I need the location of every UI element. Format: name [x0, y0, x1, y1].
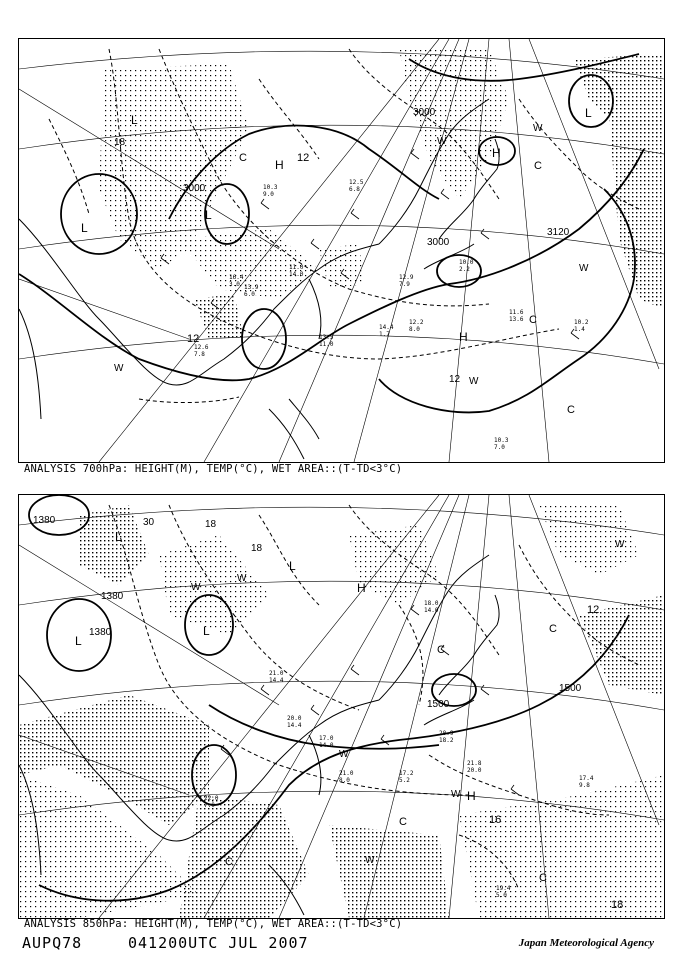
warm-mark: W: [615, 539, 625, 550]
temp-label: 16: [489, 814, 502, 826]
agency-name: Japan Meteorological Agency: [518, 937, 654, 949]
svg-text:7.9: 7.9: [399, 281, 410, 288]
svg-text:11.0: 11.0: [289, 264, 304, 271]
low-center: L: [289, 559, 296, 573]
warm-mark: W: [579, 263, 589, 274]
temp-label: 18: [611, 899, 624, 911]
high-center: H: [357, 581, 366, 595]
height-label: 1500: [427, 699, 450, 710]
svg-text:14.4: 14.4: [287, 722, 302, 729]
svg-text:10.3: 10.3: [263, 184, 278, 191]
cold-mark: C: [399, 816, 407, 828]
high-center: H: [467, 789, 476, 803]
low-center: L: [203, 624, 210, 638]
chart-850hpa: [18, 494, 665, 919]
warm-mark: W: [469, 376, 479, 387]
svg-text:17.4: 17.4: [579, 775, 594, 782]
height-label: 3000: [427, 237, 450, 248]
svg-text:17.0: 17.0: [319, 735, 334, 742]
svg-text:21.0: 21.0: [269, 670, 284, 677]
svg-text:5.0: 5.0: [496, 892, 507, 899]
svg-text:11.0: 11.0: [319, 341, 334, 348]
cold-mark: C: [239, 152, 247, 164]
svg-text:7.0: 7.0: [494, 444, 505, 451]
svg-text:1.4: 1.4: [574, 326, 585, 333]
high-center: H: [275, 158, 284, 172]
temp-label: 18: [251, 543, 263, 554]
chart-700hpa: [18, 38, 665, 463]
high-center: H: [459, 330, 468, 344]
svg-text:10.3: 10.3: [494, 437, 509, 444]
svg-text:7.0: 7.0: [204, 802, 215, 809]
height-label: 3000: [413, 107, 436, 118]
low-center: L: [585, 106, 592, 120]
height-label: 1500: [559, 683, 582, 694]
svg-text:14.0: 14.0: [289, 271, 304, 278]
height-label: 3000: [183, 183, 206, 194]
svg-text:22.0: 22.0: [204, 795, 219, 802]
temp-label: 12: [297, 152, 310, 164]
svg-text:13.5: 13.5: [319, 334, 334, 341]
cold-mark: C: [567, 404, 575, 416]
warm-mark: W: [451, 789, 461, 800]
high-center: H: [492, 146, 501, 160]
cold-mark: C: [549, 623, 557, 635]
svg-text:6.8: 6.8: [349, 186, 360, 193]
height-label: 1380: [101, 591, 124, 602]
temp-label: 12: [449, 374, 461, 385]
map-850hpa: [19, 495, 664, 918]
svg-text:9.0: 9.0: [263, 191, 274, 198]
temp-label: 18: [114, 137, 126, 148]
svg-text:3.0: 3.0: [229, 281, 240, 288]
svg-text:18.0: 18.0: [424, 600, 439, 607]
svg-text:21.8: 21.8: [467, 760, 482, 767]
svg-text:11.6: 11.6: [509, 309, 524, 316]
temp-label: 12: [187, 333, 200, 345]
svg-text:12.6: 12.6: [194, 344, 209, 351]
temp-label: 12: [587, 604, 600, 616]
temp-label: 18: [205, 519, 217, 530]
svg-text:14.0: 14.0: [319, 742, 334, 749]
svg-text:10.2: 10.2: [574, 319, 589, 326]
height-label: 1380: [89, 627, 112, 638]
height-label: 1380: [33, 515, 56, 526]
cold-mark: C: [529, 314, 537, 326]
map-700hpa: [19, 39, 664, 462]
svg-text:20.0: 20.0: [467, 767, 482, 774]
low-center: L: [131, 113, 138, 127]
product-code: AUPQ78: [22, 934, 83, 952]
valid-time: 041200UTC JUL 2007: [128, 934, 309, 952]
low-center: L: [115, 530, 122, 544]
svg-text:9.8: 9.8: [579, 782, 590, 789]
svg-text:12.5: 12.5: [349, 179, 364, 186]
svg-text:19.4: 19.4: [496, 885, 511, 892]
cold-mark: C: [534, 160, 542, 172]
warm-mark: W: [114, 363, 124, 374]
svg-text:14.0: 14.0: [424, 607, 439, 614]
warm-mark: W: [533, 123, 543, 134]
warm-mark: W: [237, 573, 247, 584]
svg-text:14.4: 14.4: [379, 324, 394, 331]
svg-text:21.0: 21.0: [339, 770, 354, 777]
svg-text:18.2: 18.2: [439, 737, 454, 744]
warm-mark: W: [365, 855, 375, 866]
svg-text:13.6: 13.6: [509, 316, 524, 323]
cold-mark: C: [437, 644, 445, 656]
warm-mark: W: [191, 582, 201, 593]
svg-text:12.2: 12.2: [409, 319, 424, 326]
caption-700hpa: ANALYSIS 700hPa: HEIGHT(M), TEMP(°C), WET AREA::(T-TD<3°C): [24, 463, 403, 475]
svg-text:8.0: 8.0: [339, 777, 350, 784]
svg-text:5.2: 5.2: [399, 777, 410, 784]
cold-mark: C: [539, 872, 547, 884]
svg-text:10.0: 10.0: [459, 259, 474, 266]
low-center: L: [75, 634, 82, 648]
svg-text:14.4: 14.4: [269, 677, 284, 684]
svg-text:20.0: 20.0: [287, 715, 302, 722]
cold-mark: C: [225, 856, 233, 868]
svg-text:7.8: 7.8: [194, 351, 205, 358]
svg-text:1.7: 1.7: [379, 331, 390, 338]
svg-text:2.2: 2.2: [459, 266, 470, 273]
temp-label: 30: [143, 517, 155, 528]
height-label: 3120: [547, 227, 570, 238]
warm-mark: W: [437, 136, 447, 147]
svg-text:16.4: 16.4: [229, 274, 244, 281]
svg-text:13.9: 13.9: [244, 284, 259, 291]
svg-text:20.9: 20.9: [439, 730, 454, 737]
caption-850hpa: ANALYSIS 850hPa: HEIGHT(M), TEMP(°C), WET AREA::(T-TD<3°C): [24, 918, 403, 930]
low-center: L: [205, 208, 212, 222]
low-center: L: [81, 221, 88, 235]
svg-text:8.0: 8.0: [409, 326, 420, 333]
svg-text:12.9: 12.9: [399, 274, 414, 281]
warm-mark: W: [339, 749, 349, 760]
svg-text:6.0: 6.0: [244, 291, 255, 298]
svg-text:17.2: 17.2: [399, 770, 414, 777]
